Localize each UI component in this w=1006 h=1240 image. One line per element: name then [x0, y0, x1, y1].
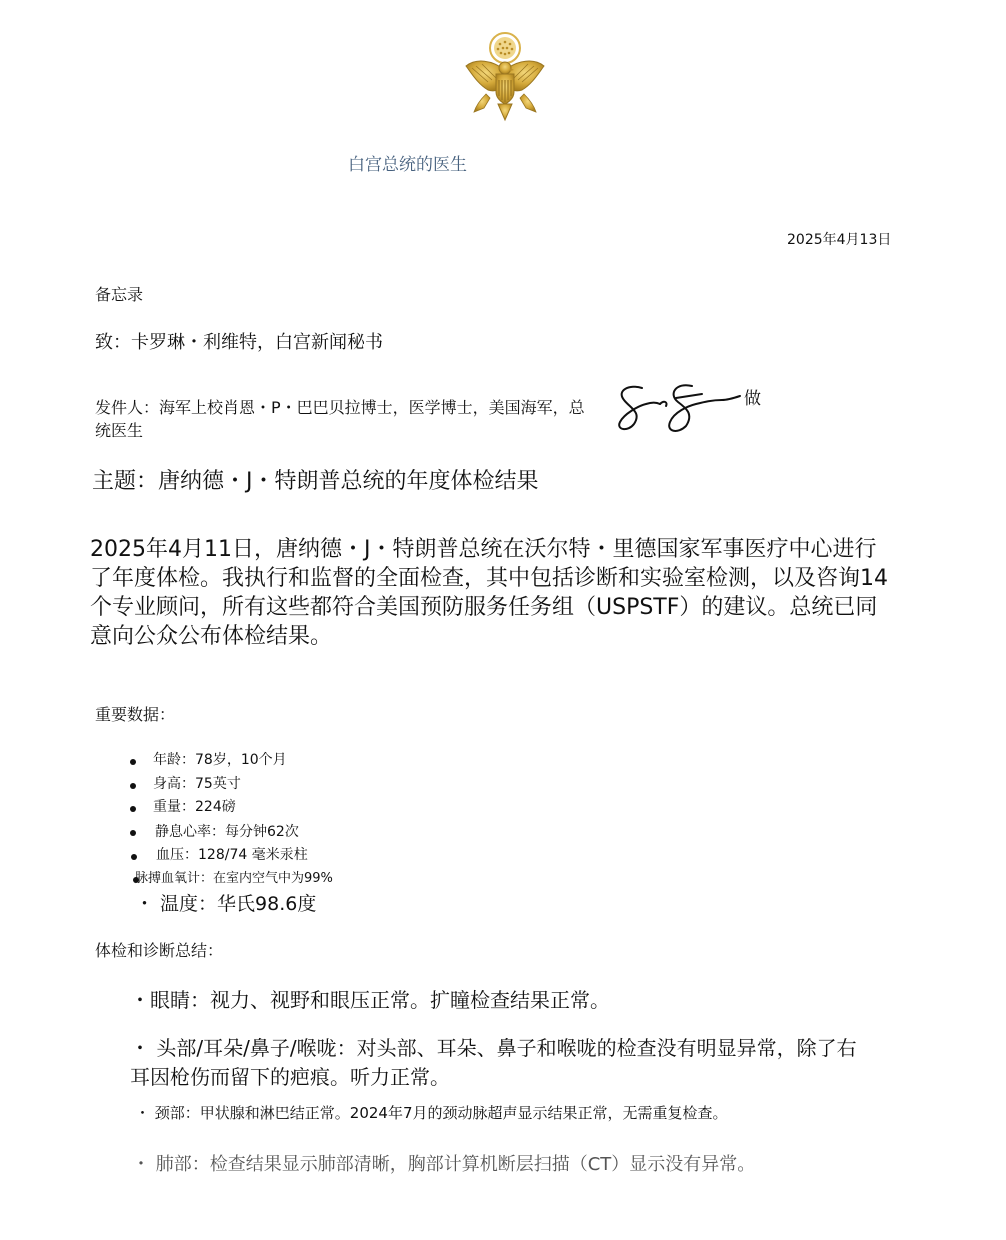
- signature-suffix: 做: [744, 389, 761, 409]
- signature-icon: [612, 378, 742, 438]
- memo-label: 备忘录: [95, 285, 144, 304]
- vitals-heading: 重要数据：: [95, 705, 176, 724]
- vital-height: 身高：75英寸: [153, 776, 241, 792]
- bullet-dot-icon: [131, 854, 137, 860]
- vital-age: 年龄：78岁，10个月: [153, 752, 287, 768]
- office-title: 白宫总统的医生: [348, 155, 467, 175]
- bullet-dot-icon: [130, 806, 136, 812]
- finding-neck: ・ 颈部：甲状腺和淋巴结正常。2024年7月的颈动脉超声显示结果正常，无需重复检查。: [135, 1104, 728, 1122]
- finding-eyes: ・眼睛：视力、视野和眼压正常。扩瞳检查结果正常。: [130, 988, 610, 1012]
- vital-weight: 重量：224磅: [153, 799, 236, 815]
- vital-temperature: ・ 温度：华氏98.6度: [135, 893, 317, 915]
- finding-lungs: ・ 肺部：检查结果显示肺部清晰，胸部计算机断层扫描（CT）显示没有异常。: [132, 1154, 756, 1175]
- vital-blood-pressure: 血压：128/74 毫米汞柱: [156, 847, 308, 863]
- memo-recipient: 致：卡罗琳・利维特，白宫新闻秘书: [95, 332, 383, 353]
- memo-date: 2025年4月13日: [787, 232, 892, 248]
- presidential-seal-icon: [462, 30, 548, 124]
- bullet-dot-icon: [130, 783, 136, 789]
- memo-subject: 主题：唐纳德・J・特朗普总统的年度体检结果: [92, 469, 539, 494]
- vital-heart-rate: 静息心率：每分钟62次: [155, 824, 299, 840]
- memo-sender: 发件人：海军上校肖恩・P・巴巴贝拉博士，医学博士，美国海军，总统医生: [95, 398, 585, 440]
- vital-pulse-oximetry: 脉搏血氧计：在室内空气中为99%: [135, 871, 333, 886]
- bullet-dot-icon: [130, 759, 136, 765]
- intro-paragraph: 2025年4月11日，唐纳德・J・特朗普总统在沃尔特・里德国家军事医疗中心进行了年度体检。我执行和监督的全面检查，其中包括诊断和实验室检测，以及咨询14个专业顾问，所有这些都符合美国预防服务任务组（USPSTF）的建议。总统已同意向公众公布体检结果。: [90, 537, 888, 649]
- exam-heading: 体检和诊断总结：: [95, 941, 224, 960]
- finding-heent: ・ 头部/耳朵/鼻子/喉咙：对头部、耳朵、鼻子和喉咙的检查没有明显异常，除了右耳因枪伤而留下的疤痕。听力正常。: [130, 1036, 857, 1089]
- bullet-dot-icon: [130, 830, 136, 836]
